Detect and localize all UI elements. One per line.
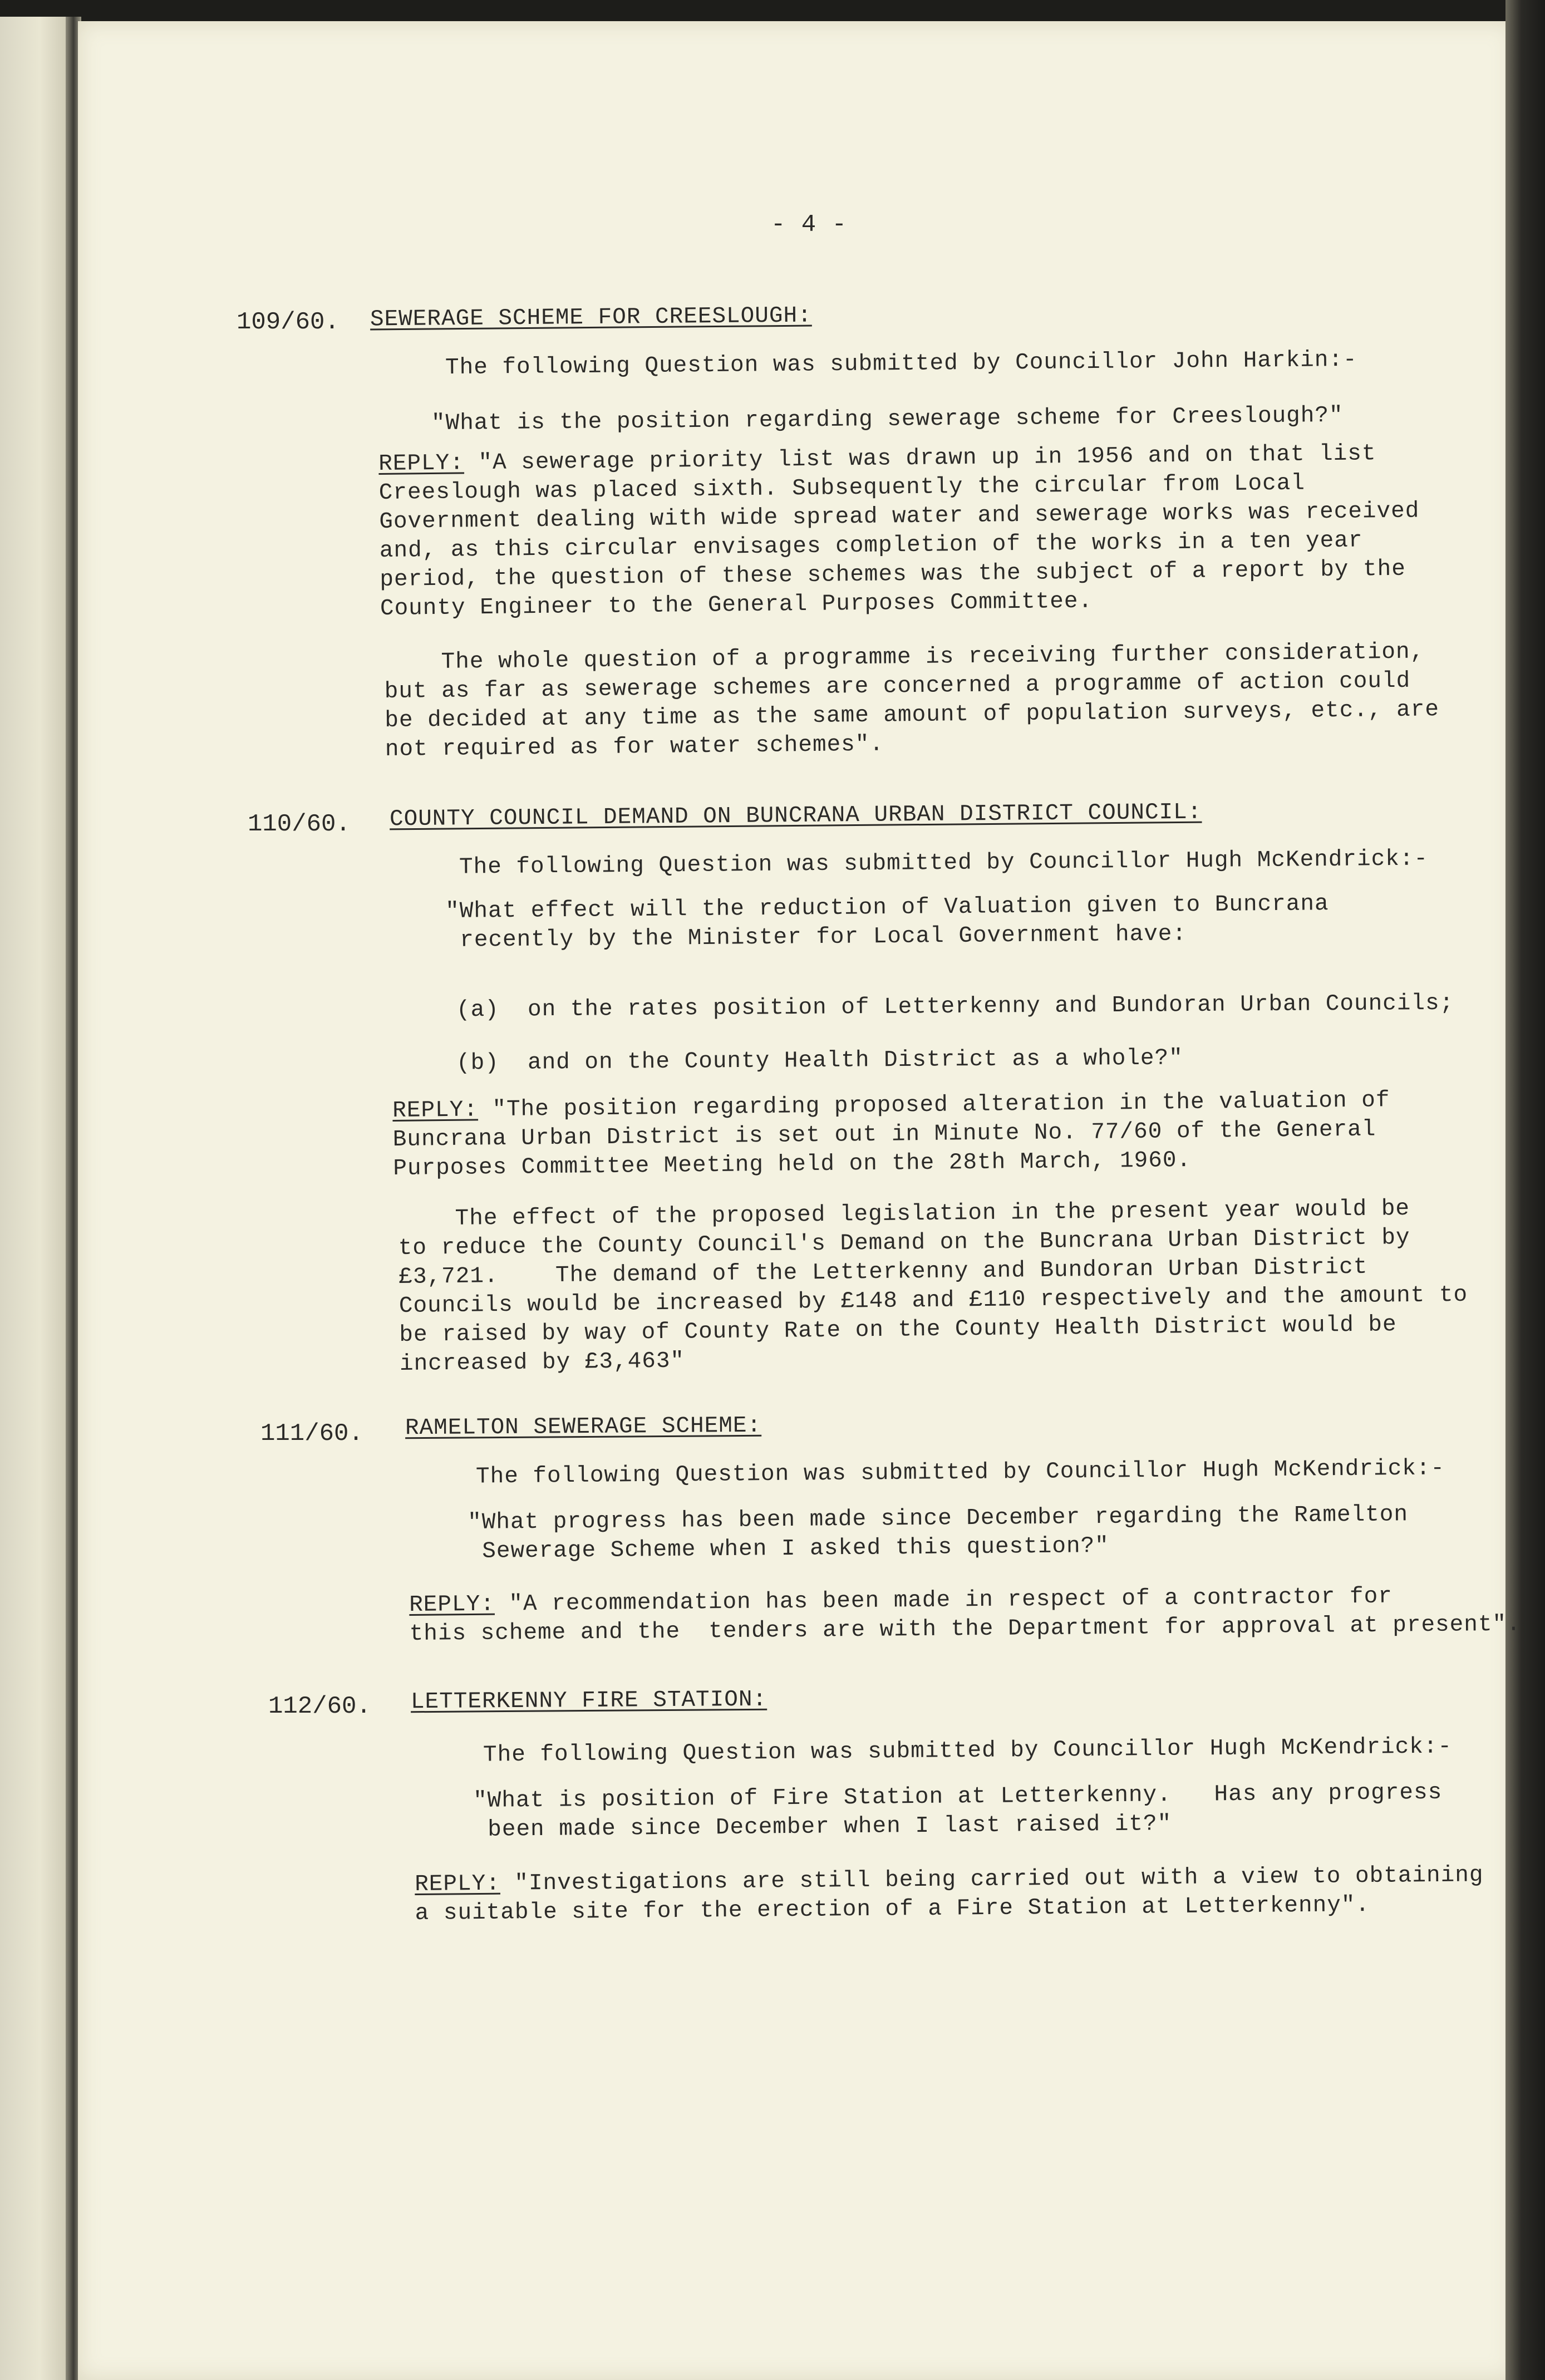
- reply-block-111: [409, 1581, 1521, 1649]
- reply-line: Creeslough was placed sixth. Subsequently the circular from Local: [378, 470, 1306, 506]
- text-line: increased by £3,463": [399, 1348, 685, 1377]
- reply-line: Government dealing with wide spread water and sewerage works was received: [379, 498, 1420, 535]
- text-line: be raised by way of County Rate on the County Health District would be: [399, 1312, 1397, 1348]
- reply-line: a suitable site for the erection of a Fire Station at Letterkenny".: [415, 1892, 1370, 1926]
- heading-creeslough: SEWERAGE SCHEME FOR CREESLOUGH:: [370, 303, 812, 333]
- page-edge-shadow: [1505, 0, 1545, 2380]
- reply-line: "Investigations are still being carried out with a view to obtaining: [500, 1862, 1484, 1897]
- minute-ref-109: 109/60.: [237, 308, 339, 336]
- question-109: "What is the position regarding sewerage scheme for Creeslough?": [431, 402, 1344, 437]
- text-line: but as far as sewerage schemes are concerned a programme of action could: [384, 668, 1411, 705]
- question-line: "What is position of Fire Station at Letterkenny. Has any progress: [473, 1779, 1443, 1814]
- text-line: The whole question of a programme is receiving further consideration,: [384, 639, 1425, 676]
- text-line: £3,721. The demand of the Letterkenny and Bundoran Urban District: [398, 1254, 1368, 1290]
- reply-line: this scheme and the tenders are with the Department for approval at present".: [409, 1611, 1521, 1647]
- intro-112: The following Question was submitted by Councillor Hugh McKendrick:-: [483, 1734, 1453, 1768]
- page-number: - 4 -: [771, 211, 848, 239]
- minute-ref-112: 112/60.: [268, 1693, 371, 1720]
- reply-line: "A recommendation has been made in respect of a contractor for: [494, 1584, 1393, 1617]
- facing-page-edge: [0, 17, 72, 2380]
- question-block-110: [445, 889, 1329, 955]
- text-line: The effect of the proposed legislation in the present year would be: [398, 1196, 1410, 1232]
- reply-block-112: [415, 1861, 1484, 1928]
- reply-block-109: [378, 439, 1420, 623]
- question-sub-b: (b) and on the County Health District as a whole?": [456, 1045, 1183, 1076]
- question-line: been made since December when I last raised it?": [473, 1811, 1172, 1843]
- reply-line: "The position regarding proposed alteration in the valuation of: [478, 1088, 1390, 1123]
- minute-ref-111: 111/60.: [260, 1420, 363, 1448]
- reply-line: County Engineer to the General Purposes Committee.: [380, 588, 1093, 622]
- heading-ramelton: RAMELTON SEWERAGE SCHEME:: [405, 1413, 762, 1442]
- text-line: Councils would be increased by £148 and £110 respectively and the amount to: [398, 1282, 1468, 1319]
- intro-109: The following Question was submitted by Councillor John Harkin:-: [445, 347, 1357, 381]
- reply-label: REPLY:: [409, 1591, 495, 1618]
- intro-111: The following Question was submitted by Councillor Hugh McKendrick:-: [475, 1455, 1445, 1490]
- minute-ref-110: 110/60.: [248, 810, 351, 838]
- extra-block-110: [398, 1194, 1468, 1379]
- text-line: to reduce the County Council's Demand on the Buncrana Urban District by: [398, 1225, 1410, 1261]
- question-line: "What effect will the reduction of Valuation given to Buncrana: [445, 891, 1329, 925]
- question-sub-a: (a) on the rates position of Letterkenny and Bundoran Urban Councils;: [456, 990, 1454, 1024]
- question-line: recently by the Minister for Local Government have:: [445, 921, 1187, 953]
- heading-buncrana-demand: COUNTY COUNCIL DEMAND ON BUNCRANA URBAN DISTRICT COUNCIL:: [389, 799, 1202, 833]
- reply-line: and, as this circular envisages completion of the works in a ten year: [379, 528, 1363, 564]
- question-line: "What progress has been made since December regarding the Ramelton: [468, 1502, 1409, 1536]
- intro-110: The following Question was submitted by Councillor Hugh McKendrick:-: [459, 846, 1429, 881]
- reply-label: REPLY:: [378, 450, 465, 477]
- reply-label: REPLY:: [392, 1097, 479, 1124]
- reply-line: period, the question of these schemes was the subject of a report by the: [380, 556, 1406, 593]
- heading-fire-station: LETTERKENNY FIRE STATION:: [410, 1686, 767, 1715]
- reply-line: "A sewerage priority list was drawn up in 1956 and on that list: [464, 441, 1376, 476]
- reply-block-110: [392, 1086, 1391, 1183]
- reply-line: Buncrana Urban District is set out in Minute No. 77/60 of the General: [392, 1117, 1376, 1153]
- question-block-111: [468, 1500, 1409, 1566]
- text-line: be decided at any time as the same amount of population surveys, etc., are: [385, 697, 1440, 734]
- question-line: Sewerage Scheme when I asked this question?": [468, 1533, 1110, 1565]
- extra-block-109: [384, 637, 1440, 764]
- text-line: not required as for water schemes".: [385, 731, 884, 763]
- reply-label: REPLY:: [415, 1871, 501, 1897]
- question-block-112: [473, 1778, 1443, 1845]
- reply-line: Purposes Committee Meeting held on the 28th March, 1960.: [393, 1147, 1192, 1182]
